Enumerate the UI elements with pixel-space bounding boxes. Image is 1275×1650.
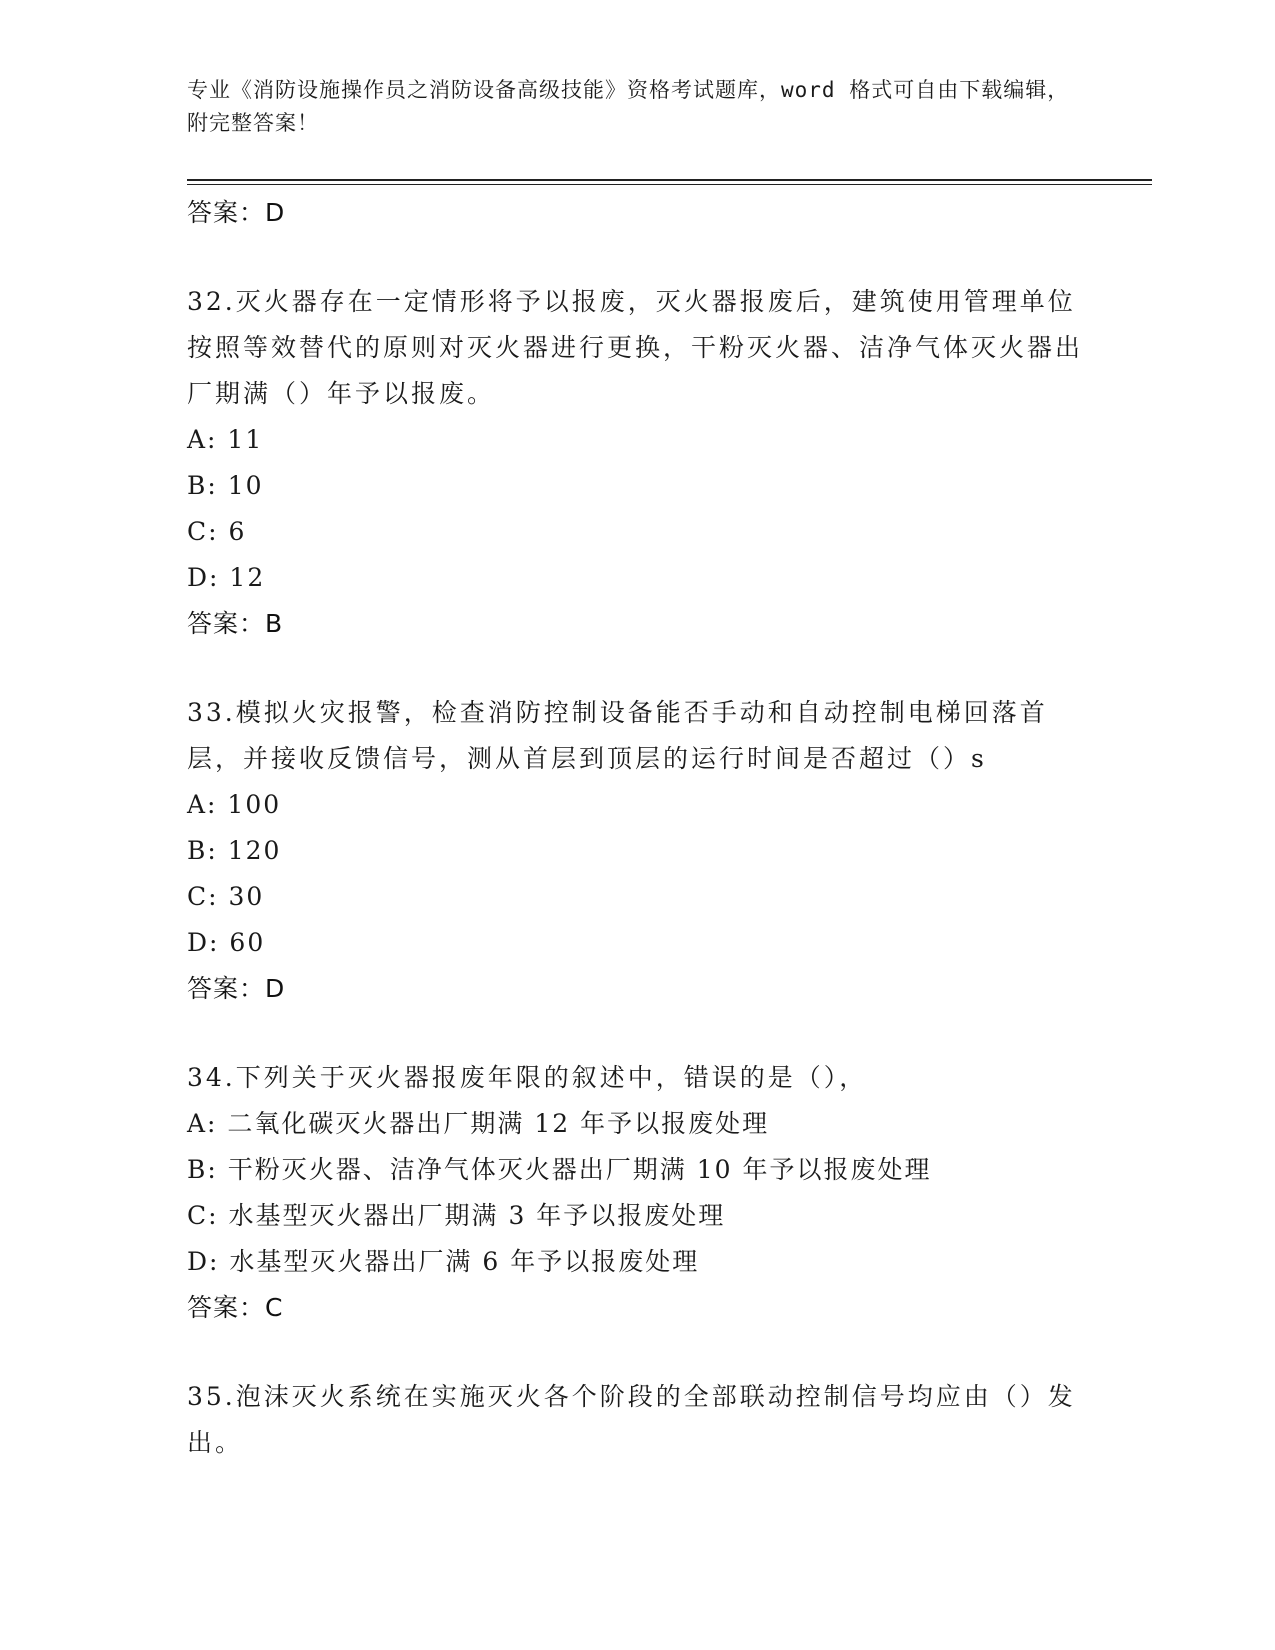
document-header-description: 专业《消防设施操作员之消防设备高级技能》资格考试题库，word 格式可自由下载编辑，附完整答案！ xyxy=(187,78,1070,135)
question-text: 32.灭火器存在一定情形将予以报废，灭火器报废后，建筑使用管理单位按照等效替代的原则对灭火器进行更换，干粉灭火器、洁净气体灭火器出厂期满（）年予以报废。 xyxy=(187,287,1084,408)
question-35 xyxy=(187,1374,1087,1466)
option-d: D: 12 xyxy=(187,563,266,592)
question-list xyxy=(187,190,1087,1466)
option-b: B: 10 xyxy=(187,471,264,500)
question-text: 33.模拟火灾报警，检查消防控制设备能否手动和自动控制电梯回落首层，并接收反馈信号，测从首层到顶层的运行时间是否超过（）s xyxy=(187,698,1048,773)
option-b: B: 120 xyxy=(187,836,282,865)
header-divider-thick xyxy=(187,179,1152,181)
option-b: B: 干粉灭火器、洁净气体灭火器出厂期满 10 年予以报废处理 xyxy=(187,1155,932,1184)
header-divider-thin xyxy=(187,184,1152,185)
answer-line: 答案：B xyxy=(187,609,284,638)
answer-line: 答案：D xyxy=(187,974,286,1003)
option-a: A: 二氧化碳灭火器出厂期满 12 年予以报废处理 xyxy=(187,1109,770,1138)
question-34 xyxy=(187,1055,1087,1331)
question-text: 34.下列关于灭火器报废年限的叙述中，错误的是（）， xyxy=(187,1063,868,1092)
option-a: A: 11 xyxy=(187,425,264,454)
question-text: 35.泡沫灭火系统在实施灭火各个阶段的全部联动控制信号均应由（）发出。 xyxy=(187,1382,1076,1457)
question-33 xyxy=(187,690,1087,1012)
option-c: C: 水基型灭火器出厂期满 3 年予以报废处理 xyxy=(187,1201,726,1230)
previous-answer: 答案：D xyxy=(187,198,286,227)
question-32 xyxy=(187,279,1087,647)
answer-line: 答案：C xyxy=(187,1293,284,1322)
option-c: C: 6 xyxy=(187,517,247,546)
option-d: D: 水基型灭火器出厂满 6 年予以报废处理 xyxy=(187,1247,700,1276)
option-c: C: 30 xyxy=(187,882,265,911)
option-a: A: 100 xyxy=(187,790,282,819)
option-d: D: 60 xyxy=(187,928,266,957)
